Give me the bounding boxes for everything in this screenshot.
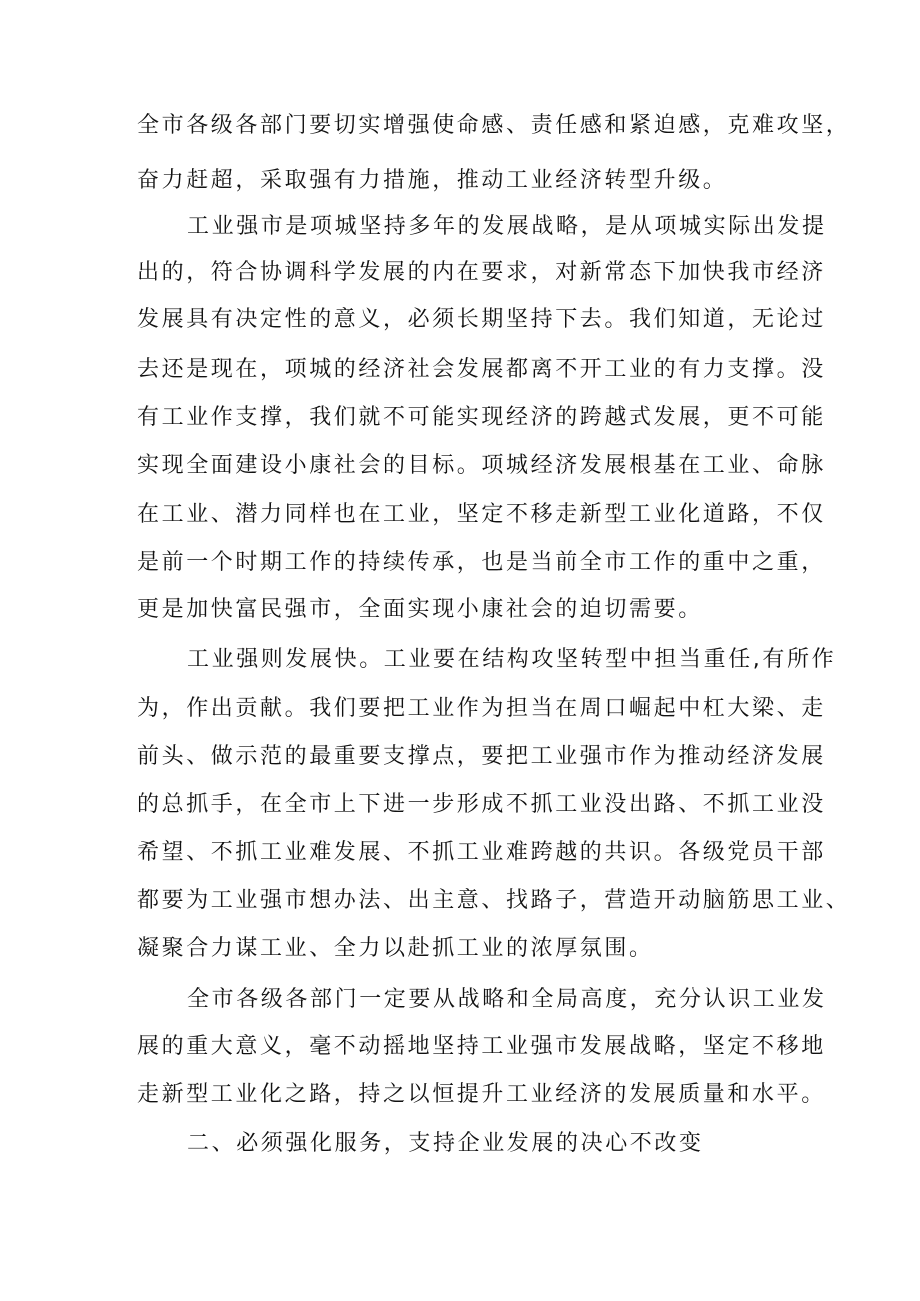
paragraph-2-line-9: 更是加快富民强市，全面实现小康社会的迫切需要。 xyxy=(137,597,703,622)
paragraph-4-line-3: 走新型工业化之路，持之以恒提升工业经济的发展质量和水平。 xyxy=(137,1082,826,1107)
paragraph-3-line-1: 工业强则发展快。工业要在结构攻坚转型中担当重任,有所作 xyxy=(187,647,837,672)
paragraph-2-line-6: 实现全面建设小康社会的目标。项城经济发展根基在工业、命脉 xyxy=(137,453,826,478)
paragraph-2-line-8: 是前一个时期工作的持续传承，也是当前全市工作的重中之重， xyxy=(137,550,826,575)
paragraph-2-line-4: 去还是现在，项城的经济社会发展都离不开工业的有力支撑。没 xyxy=(137,357,826,382)
paragraph-3-line-4: 的总抓手，在全市上下进一步形成不抓工业没出路、不抓工业没 xyxy=(137,792,826,817)
paragraph-3-line-3: 前头、做示范的最重要支撑点，要把工业强市作为推动经济发展 xyxy=(137,744,826,769)
paragraph-4-line-1: 全市各级各部门一定要从战略和全局高度，充分认识工业发 xyxy=(187,987,827,1012)
section-heading: 二、必须强化服务，支持企业发展的决心不改变 xyxy=(187,1131,704,1156)
paragraph-3-line-7: 凝聚合力谋工业、全力以赴抓工业的浓厚氛围。 xyxy=(137,936,654,961)
paragraph-2-line-3: 发展具有决定性的意义，必须长期坚持下去。我们知道，无论过 xyxy=(137,307,826,332)
paragraph-2-line-7: 在工业、潜力同样也在工业，坚定不移走新型工业化道路，不仅 xyxy=(137,502,826,527)
paragraph-3-line-6: 都要为工业强市想办法、出主意、找路子，营造开动脑筋思工业、 xyxy=(137,888,851,913)
paragraph-2-line-2: 出的，符合协调科学发展的内在要求，对新常态下加快我市经济 xyxy=(137,260,826,285)
paragraph-3-line-5: 希望、不抓工业难发展、不抓工业难跨越的共识。各级党员干部 xyxy=(137,840,826,865)
paragraph-1-line-2: 奋力赶超，采取强有力措施，推动工业经济转型升级。 xyxy=(137,168,728,193)
paragraph-1-line-1: 全市各级各部门要切实增强使命感、责任感和紧迫感，克难攻坚， xyxy=(137,113,851,138)
paragraph-4-line-2: 展的重大意义，毫不动摇地坚持工业强市发展战略，坚定不移地 xyxy=(137,1034,826,1059)
paragraph-3-line-2: 为，作出贡献。我们要把工业作为担当在周口崛起中杠大梁、走 xyxy=(137,696,826,721)
paragraph-2-line-5: 有工业作支撑，我们就不可能实现经济的跨越式发展，更不可能 xyxy=(137,405,826,430)
paragraph-2-line-1: 工业强市是项城坚持多年的发展战略，是从项城实际出发提 xyxy=(187,214,827,239)
